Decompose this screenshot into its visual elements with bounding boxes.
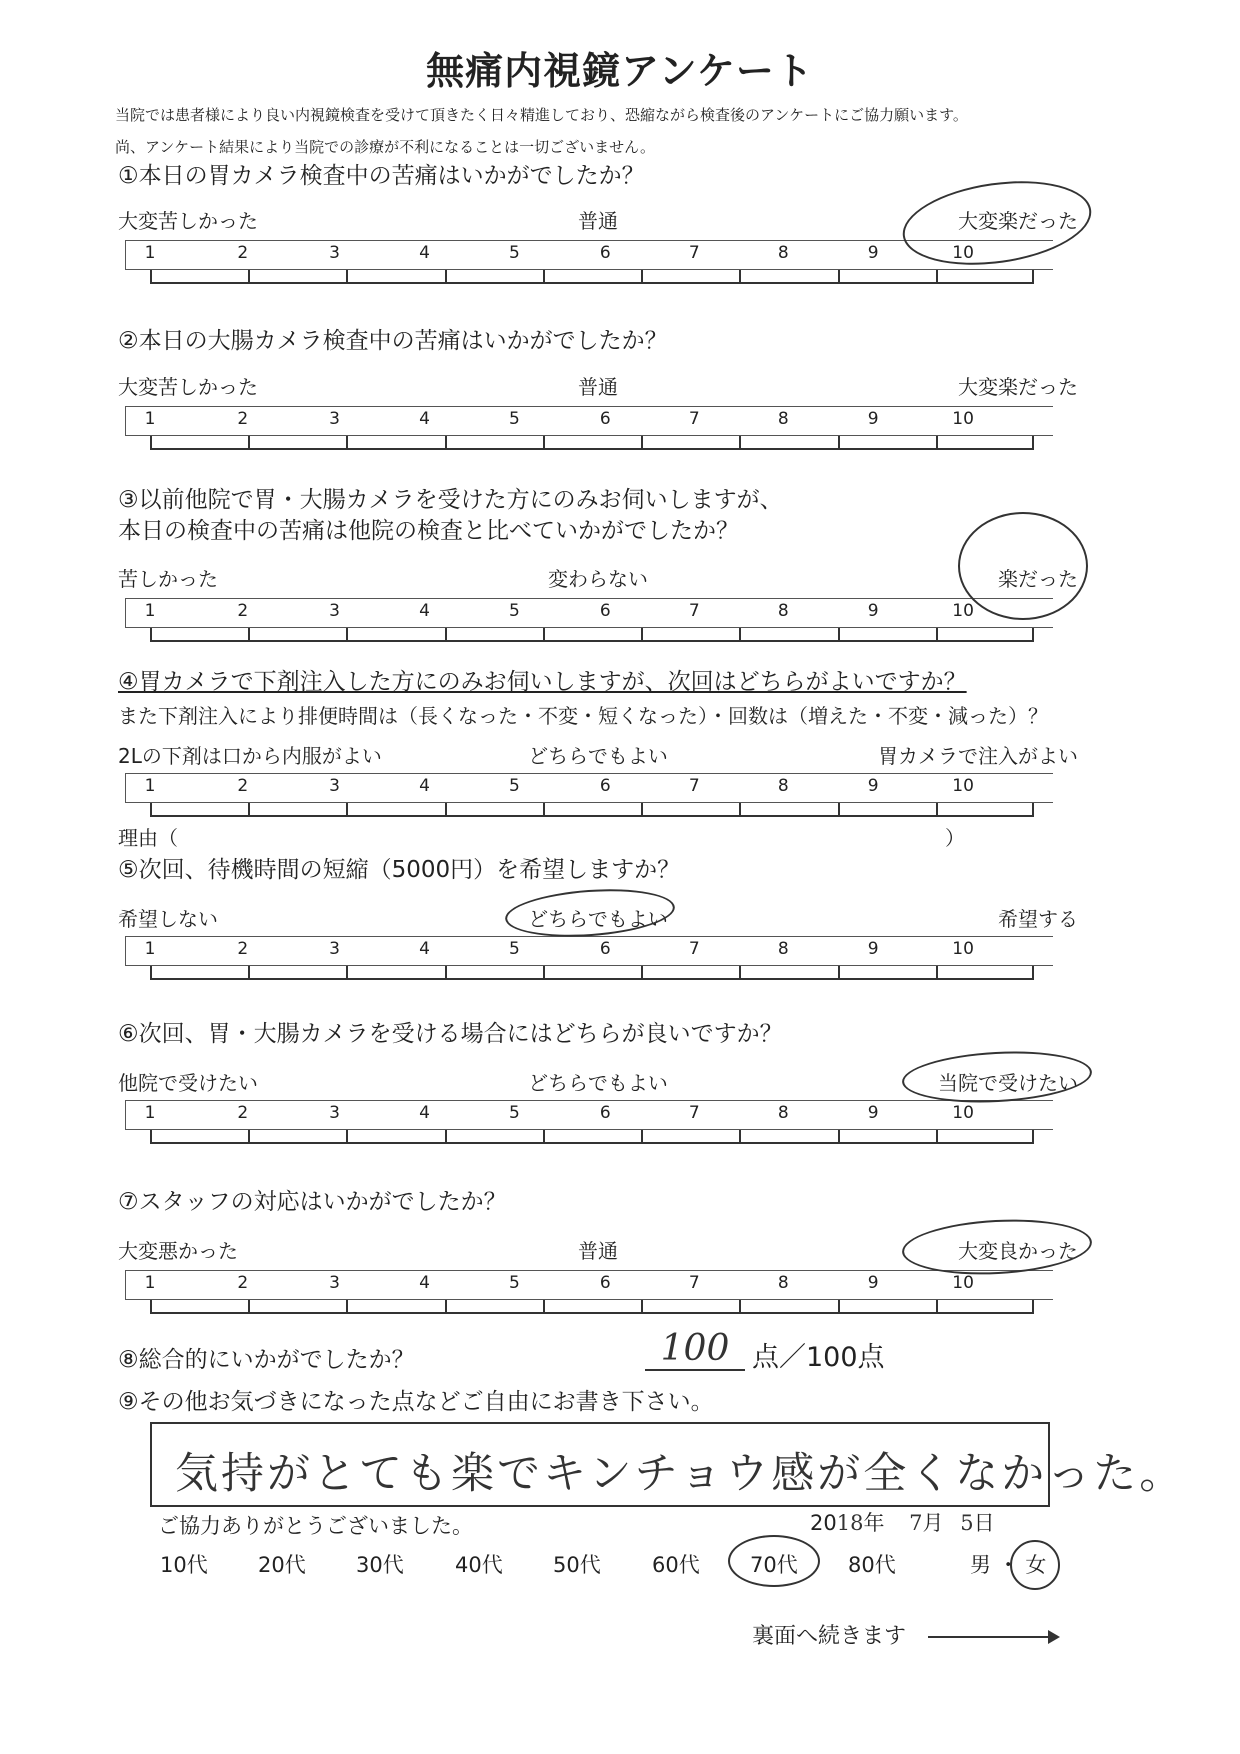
scale-tick [346,1130,348,1144]
scale-tick [543,270,545,284]
scale-tick [641,270,643,284]
scale-number: 3 [329,243,340,263]
scale-number: 2 [237,409,249,429]
scale-tick [543,436,545,450]
scale-tick [739,966,741,980]
answer-circle [728,1535,820,1587]
scale-tick [1032,1300,1034,1314]
scale-number: 5 [508,939,520,959]
age-20s: 20代 [258,1553,306,1577]
scale-number: 9 [867,243,879,263]
answer-circle [901,1215,1094,1279]
scale-number: 10 [952,1273,974,1293]
scale-tick [1032,803,1034,817]
scale-tick [1032,628,1034,642]
scale-numbers [126,601,1053,627]
scale-number: 10 [952,409,974,429]
scale-line-3 [150,628,1034,642]
scale-tick [248,628,250,642]
scale-number: 1 [144,1103,156,1123]
question-4: ④胃カメラで下剤注入した方にのみお伺いしますが、次回はどちらがよいですか？ [118,669,967,695]
scale-number: 5 [508,776,520,796]
scale-left-label: 大変悪かった [118,1239,238,1263]
scale-box-2 [125,406,1053,436]
scale-number: 2 [237,243,249,263]
scale-left-label: 苦しかった [118,567,218,591]
question-7: ⑦スタッフの対応はいかがでしたか？ [118,1189,507,1215]
answer-circle [901,1047,1093,1107]
reason-close: ） [945,826,965,850]
scale-right-label: 大変楽だった [958,375,1078,399]
scale-tick [248,966,250,980]
age-60s: 60代 [652,1553,700,1577]
scale-numbers [126,409,1053,435]
scale-number: 1 [144,1273,156,1293]
scale-tick [641,1300,643,1314]
scale-number: 1 [144,409,156,429]
scale-number: 8 [777,939,789,959]
scale-tick [248,270,250,284]
scale-number: 1 [144,601,156,621]
question-3: ③以前他院で胃・大腸カメラを受けた方にのみお伺いしますが、 [118,487,783,513]
scale-tick [936,1300,938,1314]
age-40s: 40代 [455,1553,503,1577]
scale-left-label: 他院で受けたい [118,1071,258,1095]
scale-left-label: 2Lの下剤は口から内服がよい [118,744,382,768]
scale-number: 10 [952,601,974,621]
scale-number: 4 [419,776,430,796]
scale-line-6 [150,1130,1034,1144]
scale-tick [838,803,840,817]
scale-tick [641,628,643,642]
scale-number: 9 [867,939,879,959]
scale-number: 7 [688,776,700,796]
scale-number: 3 [329,776,340,796]
scale-line-4 [150,803,1034,817]
scale-tick [150,1130,152,1144]
scale-mid-label: どちらでもよい [528,1071,668,1095]
scale-tick [543,803,545,817]
gender-female: 女 [1025,1553,1047,1577]
scale-tick [838,628,840,642]
scale-number: 8 [777,601,789,621]
scale-number: 6 [599,776,611,796]
scale-tick [445,270,447,284]
scale-number: 6 [599,939,611,959]
age-30s: 30代 [356,1553,404,1577]
scale-tick [838,436,840,450]
gender-sep: ・ [997,1553,1019,1577]
scale-tick [150,270,152,284]
scale-right-label: 当院で受けたい [938,1071,1078,1095]
scale-mid-label: どちらでもよい [528,744,668,768]
answer-circle [1010,1540,1060,1590]
scale-tick [150,966,152,980]
scale-tick [936,436,938,450]
scale-number: 6 [599,601,611,621]
scale-number: 8 [777,243,789,263]
scale-tick [936,1130,938,1144]
scale-line-5 [150,966,1034,980]
scale-number: 8 [777,1103,789,1123]
question-8: ⑧総合的にいかがでしたか？ [118,1347,415,1373]
scale-number: 8 [777,1273,789,1293]
scale-number: 5 [508,409,520,429]
scale-line-2 [150,436,1034,450]
scale-numbers [126,939,1053,965]
scale-number: 9 [867,601,879,621]
scale-tick [936,628,938,642]
page-title: 無痛内視鏡アンケート [426,49,814,93]
scale-tick [543,966,545,980]
gender-male: 男 [970,1553,991,1577]
scale-left-label: 大変苦しかった [118,209,258,233]
question-3-line-2: 本日の検査中の苦痛は他院の検査と比べていかがでしたか？ [118,518,739,544]
scale-right-label: 大変良かった [958,1239,1078,1263]
scale-tick [445,966,447,980]
scale-left-label: 大変苦しかった [118,375,258,399]
scale-number: 1 [144,243,156,263]
scale-numbers [126,776,1053,802]
scale-tick [150,436,152,450]
scale-number: 10 [952,939,974,959]
scale-number: 2 [237,776,249,796]
scale-labels-4 [118,740,1078,768]
score-suffix: 点／100点 [752,1342,885,1373]
scale-line-7 [150,1300,1034,1314]
scale-number: 3 [329,939,340,959]
scale-tick [445,628,447,642]
scale-tick [346,436,348,450]
scale-box-3 [125,598,1053,628]
scale-number: 3 [329,409,340,429]
scale-number: 10 [952,1103,974,1123]
scale-tick [838,270,840,284]
scale-tick [936,803,938,817]
scale-right-label: 大変楽だった [958,209,1078,233]
scale-numbers [126,1103,1053,1129]
scale-tick [248,1130,250,1144]
date: 2018年 7月 5日 [810,1511,995,1535]
intro-line-1: 当院では患者様により良い内視鏡検査を受けて頂きたく日々精進しており、恐縮ながら検査後のアンケートにご協力願います。 [115,106,968,124]
scale-tick [445,1300,447,1314]
scale-number: 7 [688,1273,700,1293]
scale-tick [1032,436,1034,450]
scale-line-1 [150,270,1034,284]
scale-tick [838,1130,840,1144]
scale-number: 8 [777,776,789,796]
scale-number: 7 [688,409,700,429]
scale-tick [936,966,938,980]
scale-number: 5 [508,601,520,621]
scale-number: 2 [237,601,249,621]
scale-tick [641,436,643,450]
scale-number: 7 [688,1103,700,1123]
scale-tick [346,270,348,284]
scale-tick [445,436,447,450]
scale-number: 6 [599,409,611,429]
scale-number: 5 [508,1273,520,1293]
scale-tick [346,1300,348,1314]
scale-numbers [126,1273,1053,1299]
scale-number: 6 [599,1103,611,1123]
scale-tick [248,1300,250,1314]
scale-mid-label: どちらでもよい [528,907,668,931]
memo-answer: 気持がとても楽でキンチョウ感が全くなかった。 [175,1449,1186,1499]
scale-number: 2 [237,939,249,959]
scale-left-label: 希望しない [118,907,218,931]
scale-number: 4 [419,409,430,429]
scale-labels-2 [118,371,1078,399]
thanks-text: ご協力ありがとうございました。 [158,1514,473,1538]
score-value: 100 [645,1328,745,1371]
scale-tick [346,628,348,642]
scale-number: 6 [599,1273,611,1293]
scale-tick [1032,270,1034,284]
scale-tick [445,803,447,817]
scale-number: 9 [867,1103,879,1123]
scale-tick [543,1130,545,1144]
scale-tick [543,628,545,642]
age-70s: 70代 [750,1553,798,1577]
scale-tick [838,1300,840,1314]
scale-tick [150,803,152,817]
scale-number: 7 [688,601,700,621]
scale-number: 9 [867,1273,879,1293]
scale-number: 9 [867,776,879,796]
scale-tick [739,1300,741,1314]
answer-circle [958,512,1088,620]
scale-box-6 [125,1100,1053,1130]
scale-tick [1032,1130,1034,1144]
scale-tick [445,1130,447,1144]
scale-tick [739,803,741,817]
scale-tick [150,628,152,642]
scale-number: 10 [952,243,974,263]
scale-number: 4 [419,1273,430,1293]
scale-tick [346,803,348,817]
scale-tick [739,270,741,284]
question-2: ②本日の大腸カメラ検査中の苦痛はいかがでしたか？ [118,328,668,354]
intro-line-2: 尚、アンケート結果により当院での診療が不利になることは一切ございません。 [115,138,656,156]
scale-number: 4 [419,1103,430,1123]
scale-number: 8 [777,409,789,429]
scale-tick [739,1130,741,1144]
question-1: ①本日の胃カメラ検査中の苦痛はいかがでしたか？ [118,163,645,189]
reason-label: 理由（ [118,826,178,850]
scale-number: 4 [419,601,430,621]
scale-tick [838,966,840,980]
scale-number: 3 [329,1273,340,1293]
question-5: ⑤次回、待機時間の短縮（5000円）を希望しますか？ [118,857,681,883]
scale-tick [1032,966,1034,980]
scale-number: 4 [419,243,430,263]
scale-number: 6 [599,243,611,263]
scale-right-label: 胃カメラで注入がよい [878,744,1078,768]
question-6: ⑥次回、胃・大腸カメラを受ける場合にはどちらが良いですか？ [118,1021,783,1047]
continue-text: 裏面へ続きます [752,1624,907,1649]
age-50s: 50代 [553,1553,601,1577]
scale-box-4 [125,773,1053,803]
scale-number: 2 [237,1103,249,1123]
scale-number: 1 [144,776,156,796]
scale-number: 10 [952,776,974,796]
scale-number: 5 [508,1103,520,1123]
scale-mid-label: 普通 [578,1239,618,1263]
scale-number: 7 [688,939,700,959]
scale-right-label: 楽だった [998,567,1078,591]
scale-number: 4 [419,939,430,959]
scale-mid-label: 変わらない [548,567,648,591]
scale-tick [150,1300,152,1314]
scale-number: 3 [329,601,340,621]
scale-tick [346,966,348,980]
question-4-line-2: また下剤注入により排便時間は（長くなった・不変・短くなった）・回数は（増えた・不変・減った）？ [118,704,1048,728]
arrow-right-icon [928,1636,1058,1638]
scale-number: 3 [329,1103,340,1123]
scale-tick [248,436,250,450]
scale-number: 2 [237,1273,249,1293]
scale-right-label: 希望する [998,907,1078,931]
age-80s: 80代 [848,1553,896,1577]
scale-tick [936,270,938,284]
scale-tick [641,803,643,817]
scale-tick [739,628,741,642]
scale-tick [248,803,250,817]
scale-labels-3 [118,563,1078,591]
scale-tick [739,436,741,450]
scale-tick [641,966,643,980]
scale-tick [543,1300,545,1314]
scale-box-7 [125,1270,1053,1300]
scale-mid-label: 普通 [578,209,618,233]
question-9: ⑨その他お気づきになった点などご自由にお書き下さい。 [118,1389,714,1415]
scale-number: 1 [144,939,156,959]
scale-number: 7 [688,243,700,263]
scale-number: 9 [867,409,879,429]
scale-number: 5 [508,243,520,263]
scale-box-5 [125,936,1053,966]
scale-mid-label: 普通 [578,375,618,399]
answer-circle [504,884,677,942]
age-10s: 10代 [160,1553,208,1577]
scale-tick [641,1130,643,1144]
